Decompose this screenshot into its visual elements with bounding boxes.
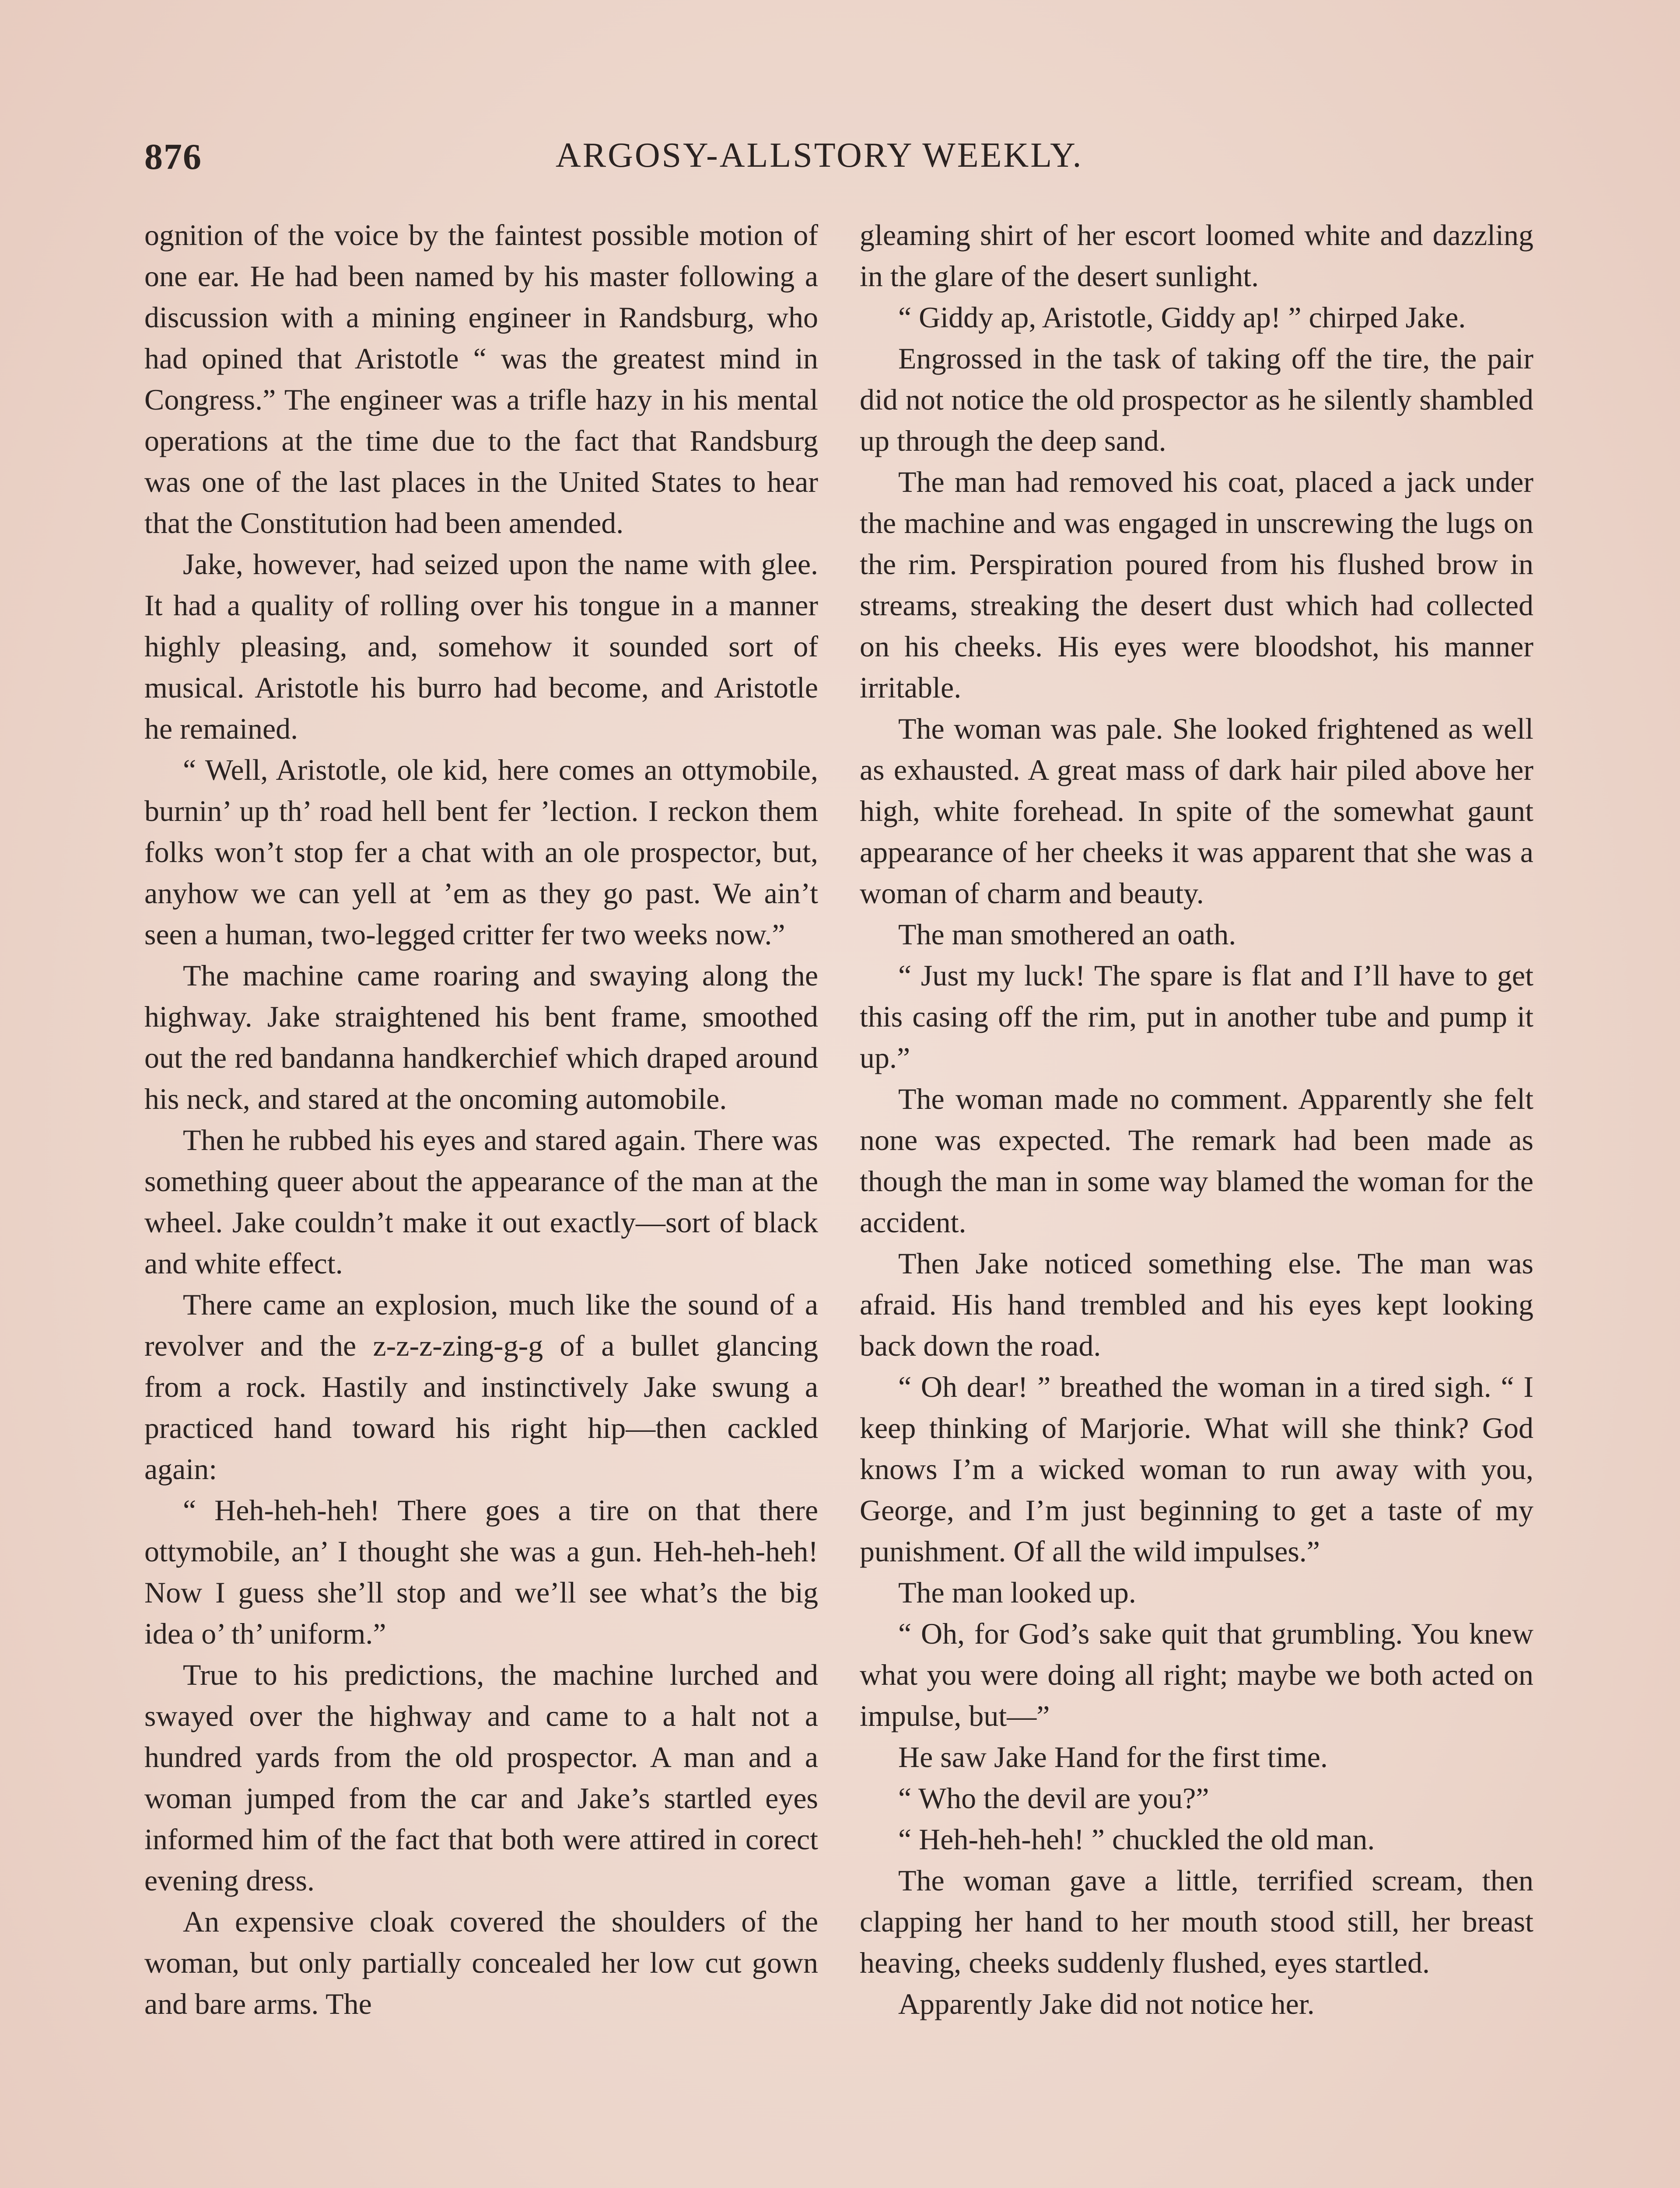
- paragraph: “ Just my luck! The spare is flat and I’ll have to get this casing off the rim, put in another tube and pump it up.”: [860, 959, 1533, 1074]
- paragraph: “ Heh-heh-heh! There goes a tire on that there ottymobile, an’ I thought she was a gun. Heh-heh-heh! Now I guess she’ll stop and we’ll see what’s the big idea o’ th’ uniform.”: [144, 1494, 818, 1650]
- left-text-column: [144, 214, 818, 2024]
- page-number: 876: [144, 137, 202, 177]
- paragraph: The woman made no comment. Apparently she felt none was expected. The remark had been made as though the man in some way blamed the woman for the accident.: [860, 1082, 1533, 1239]
- paragraph: The woman was pale. She looked frightened as well as exhausted. A great mass of dark hair piled above her high, white forehead. In spite of the somewhat gaunt appearance of her cheeks it was apparent that she was a woman of charm and beauty.: [860, 712, 1533, 910]
- paragraph: Engrossed in the task of taking off the tire, the pair did not notice the old prospector as he silently shambled up through the deep sand.: [860, 342, 1533, 457]
- paragraph: ognition of the voice by the faintest possible motion of one ear. He had been named by his master following a discussion with a mining engineer in Randsburg, who had opined that Aristotle “ was the greatest mind in Congress.” The engineer was a trifle hazy in his mental operations at the time due to the fact that Randsburg was one of the last places in the United States to hear that the Constitution had been amended.: [144, 218, 818, 540]
- right-text-column: [860, 214, 1533, 2024]
- paragraph: “ Giddy ap, Aristotle, Giddy ap! ” chirped Jake.: [898, 301, 1466, 334]
- paragraph: “ Who the devil are you?”: [898, 1781, 1209, 1815]
- paragraph: The man had removed his coat, placed a jack under the machine and was engaged in unscrewing the lugs on the rim. Perspiration poured from his flushed brow in streams, streaking the desert dust which had collected on his cheeks. His eyes were bloodshot, his manner irritable.: [860, 465, 1533, 704]
- paragraph: “ Heh-heh-heh! ” chuckled the old man.: [898, 1823, 1375, 1856]
- paragraph: He saw Jake Hand for the first time.: [898, 1740, 1328, 1774]
- paragraph: The woman gave a little, terrified scream, then clapping her hand to her mouth stood still, her breast heaving, cheeks suddenly flushed, eyes startled.: [860, 1864, 1533, 1979]
- paragraph: “ Oh dear! ” breathed the woman in a tired sigh. “ I keep thinking of Marjorie. What will she think? God knows I’m a wicked woman to run away with you, George, and I’m just beginning to get a taste of my punishment. Of all the wild impulses.”: [860, 1370, 1533, 1568]
- running-head: [0, 127, 1680, 193]
- paragraph: The machine came roaring and swaying along the highway. Jake straightened his bent frame, smoothed out the red bandanna handkerchief which draped around his neck, and stared at the oncoming automobile.: [144, 959, 818, 1115]
- paragraph: Then he rubbed his eyes and stared again. There was something queer about the appearance of the man at the wheel. Jake couldn’t make it out exactly—sort of black and white effect.: [144, 1123, 818, 1280]
- publication-title: ARGOSY-ALLSTORY WEEKLY.: [556, 136, 1083, 175]
- paragraph: gleaming shirt of her escort loomed white and dazzling in the glare of the desert sunlight.: [860, 218, 1533, 293]
- paragraph: An expensive cloak covered the shoulders of the woman, but only partially concealed her low cut gown and bare arms. The: [144, 1905, 818, 2020]
- paragraph: There came an explosion, much like the sound of a revolver and the z-z-z-zing-g-g of a bullet glancing from a rock. Hastily and instinctively Jake swung a practiced hand toward his right hip—then cackled again:: [144, 1288, 818, 1486]
- paragraph: The man looked up.: [898, 1576, 1136, 1609]
- paragraph: Then Jake noticed something else. The man was afraid. His hand trembled and his eyes kept looking back down the road.: [860, 1247, 1533, 1362]
- paragraph: “ Oh, for God’s sake quit that grumbling. You knew what you were doing all right; maybe we both acted on impulse, but—”: [860, 1617, 1533, 1732]
- paragraph: Apparently Jake did not notice her.: [898, 1987, 1315, 2020]
- paragraph: Jake, however, had seized upon the name with glee. It had a quality of rolling over his tongue in a manner highly pleasing, and, somehow it sounded sort of musical. Aristotle his burro had become, and Aristotle he remained.: [144, 547, 818, 745]
- paragraph: “ Well, Aristotle, ole kid, here comes an ottymobile, burnin’ up th’ road hell bent fer ’lection. I reckon them folks won’t stop fer a chat with an ole prospector, but, anyhow we can yell at ’em as they go past. We ain’t seen a human, two-legged critter fer two weeks now.”: [144, 753, 818, 951]
- paragraph: True to his predictions, the machine lurched and swayed over the highway and came to a halt not a hundred yards from the old prospector. A man and a woman jumped from the car and Jake’s startled eyes informed him of the fact that both were attired in corect evening dress.: [144, 1658, 818, 1897]
- paragraph: The man smothered an oath.: [898, 918, 1236, 951]
